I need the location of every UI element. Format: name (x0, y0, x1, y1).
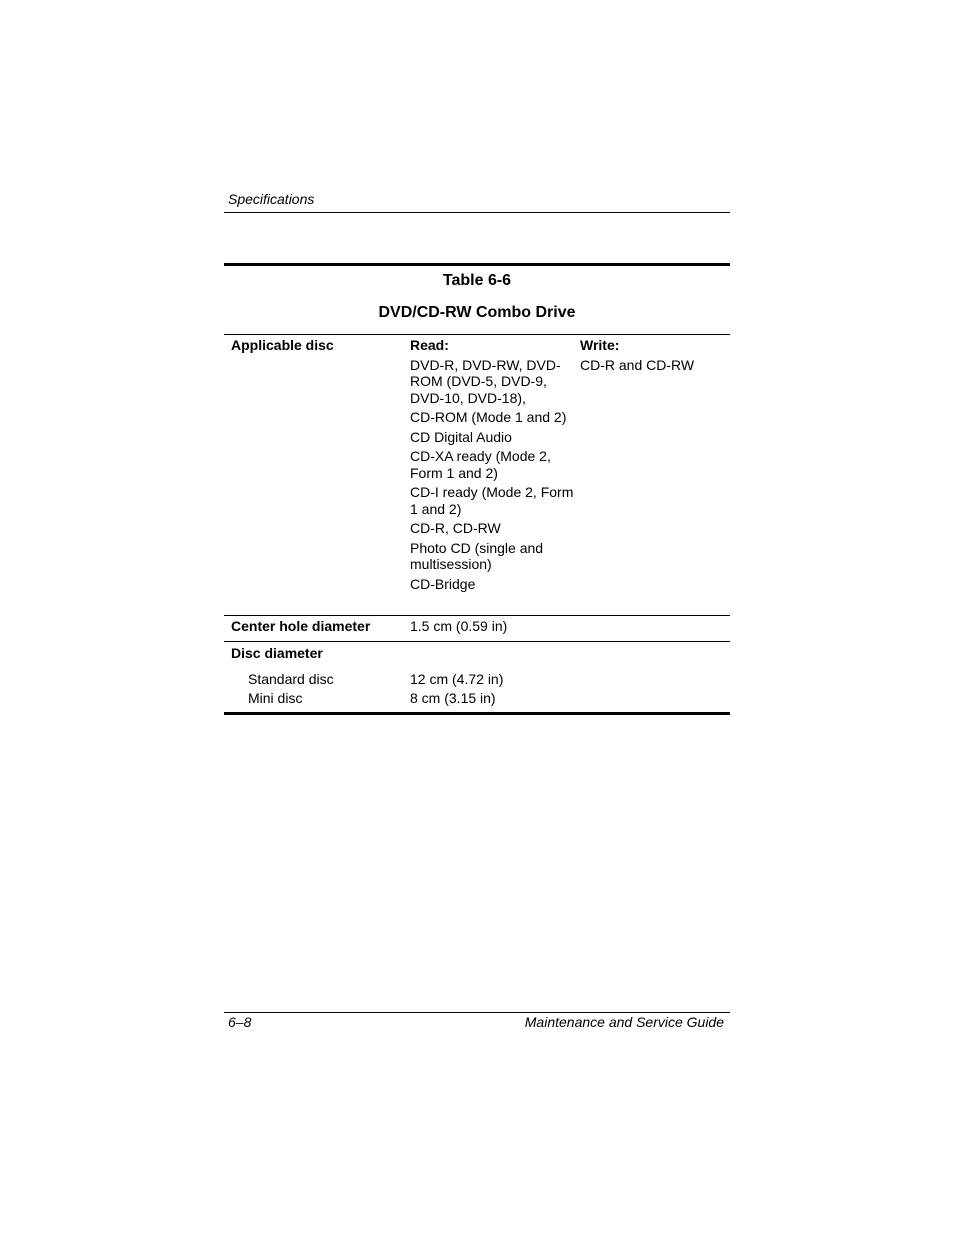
row-rule (224, 615, 730, 616)
read-item: CD-XA ready (Mode 2, Form 1 and 2) (410, 448, 551, 481)
table-top-rule (224, 263, 730, 266)
header-rule (224, 212, 730, 213)
read-item: CD-R, CD-RW (410, 520, 501, 536)
read-column (410, 337, 575, 595)
row-label-applicable-disc: Applicable disc (231, 337, 334, 353)
title-rule (224, 334, 730, 335)
write-heading: Write: (580, 337, 620, 353)
read-item: CD Digital Audio (410, 428, 512, 445)
subrow-value-mini-disc: 8 cm (3.15 in) (410, 690, 496, 706)
write-item: CD-R and CD-RW (580, 356, 695, 373)
read-heading: Read: (410, 337, 449, 353)
subrow-label-mini-disc: Mini disc (248, 690, 303, 706)
page-number: 6–8 (228, 1014, 252, 1030)
table-number: Table 6-6 (442, 272, 512, 289)
write-column (580, 337, 728, 376)
read-item: Photo CD (single and multisession) (410, 539, 544, 572)
read-item: CD-I ready (Mode 2, Form 1 and 2) (410, 484, 574, 517)
row-label-disc-diameter: Disc diameter (231, 645, 323, 661)
running-head: Specifications (228, 191, 315, 207)
row-rule (224, 641, 730, 642)
center-hole-value: 1.5 cm (0.59 in) (410, 618, 508, 634)
read-item: CD-ROM (Mode 1 and 2) (410, 409, 567, 425)
read-item: CD-Bridge (410, 575, 476, 592)
read-item: DVD-R, DVD-RW, DVD-ROM (DVD-5, DVD-9, DVD-10, DVD-18), (410, 356, 561, 406)
row-label-center-hole-diameter: Center hole diameter (231, 618, 371, 634)
subrow-label-standard-disc: Standard disc (248, 671, 334, 687)
table-title: DVD/CD-RW Combo Drive (378, 304, 576, 321)
table-bottom-rule (224, 712, 730, 715)
subrow-value-standard-disc: 12 cm (4.72 in) (410, 671, 504, 687)
footer-rule (224, 1012, 730, 1013)
guide-title: Maintenance and Service Guide (524, 1014, 724, 1030)
